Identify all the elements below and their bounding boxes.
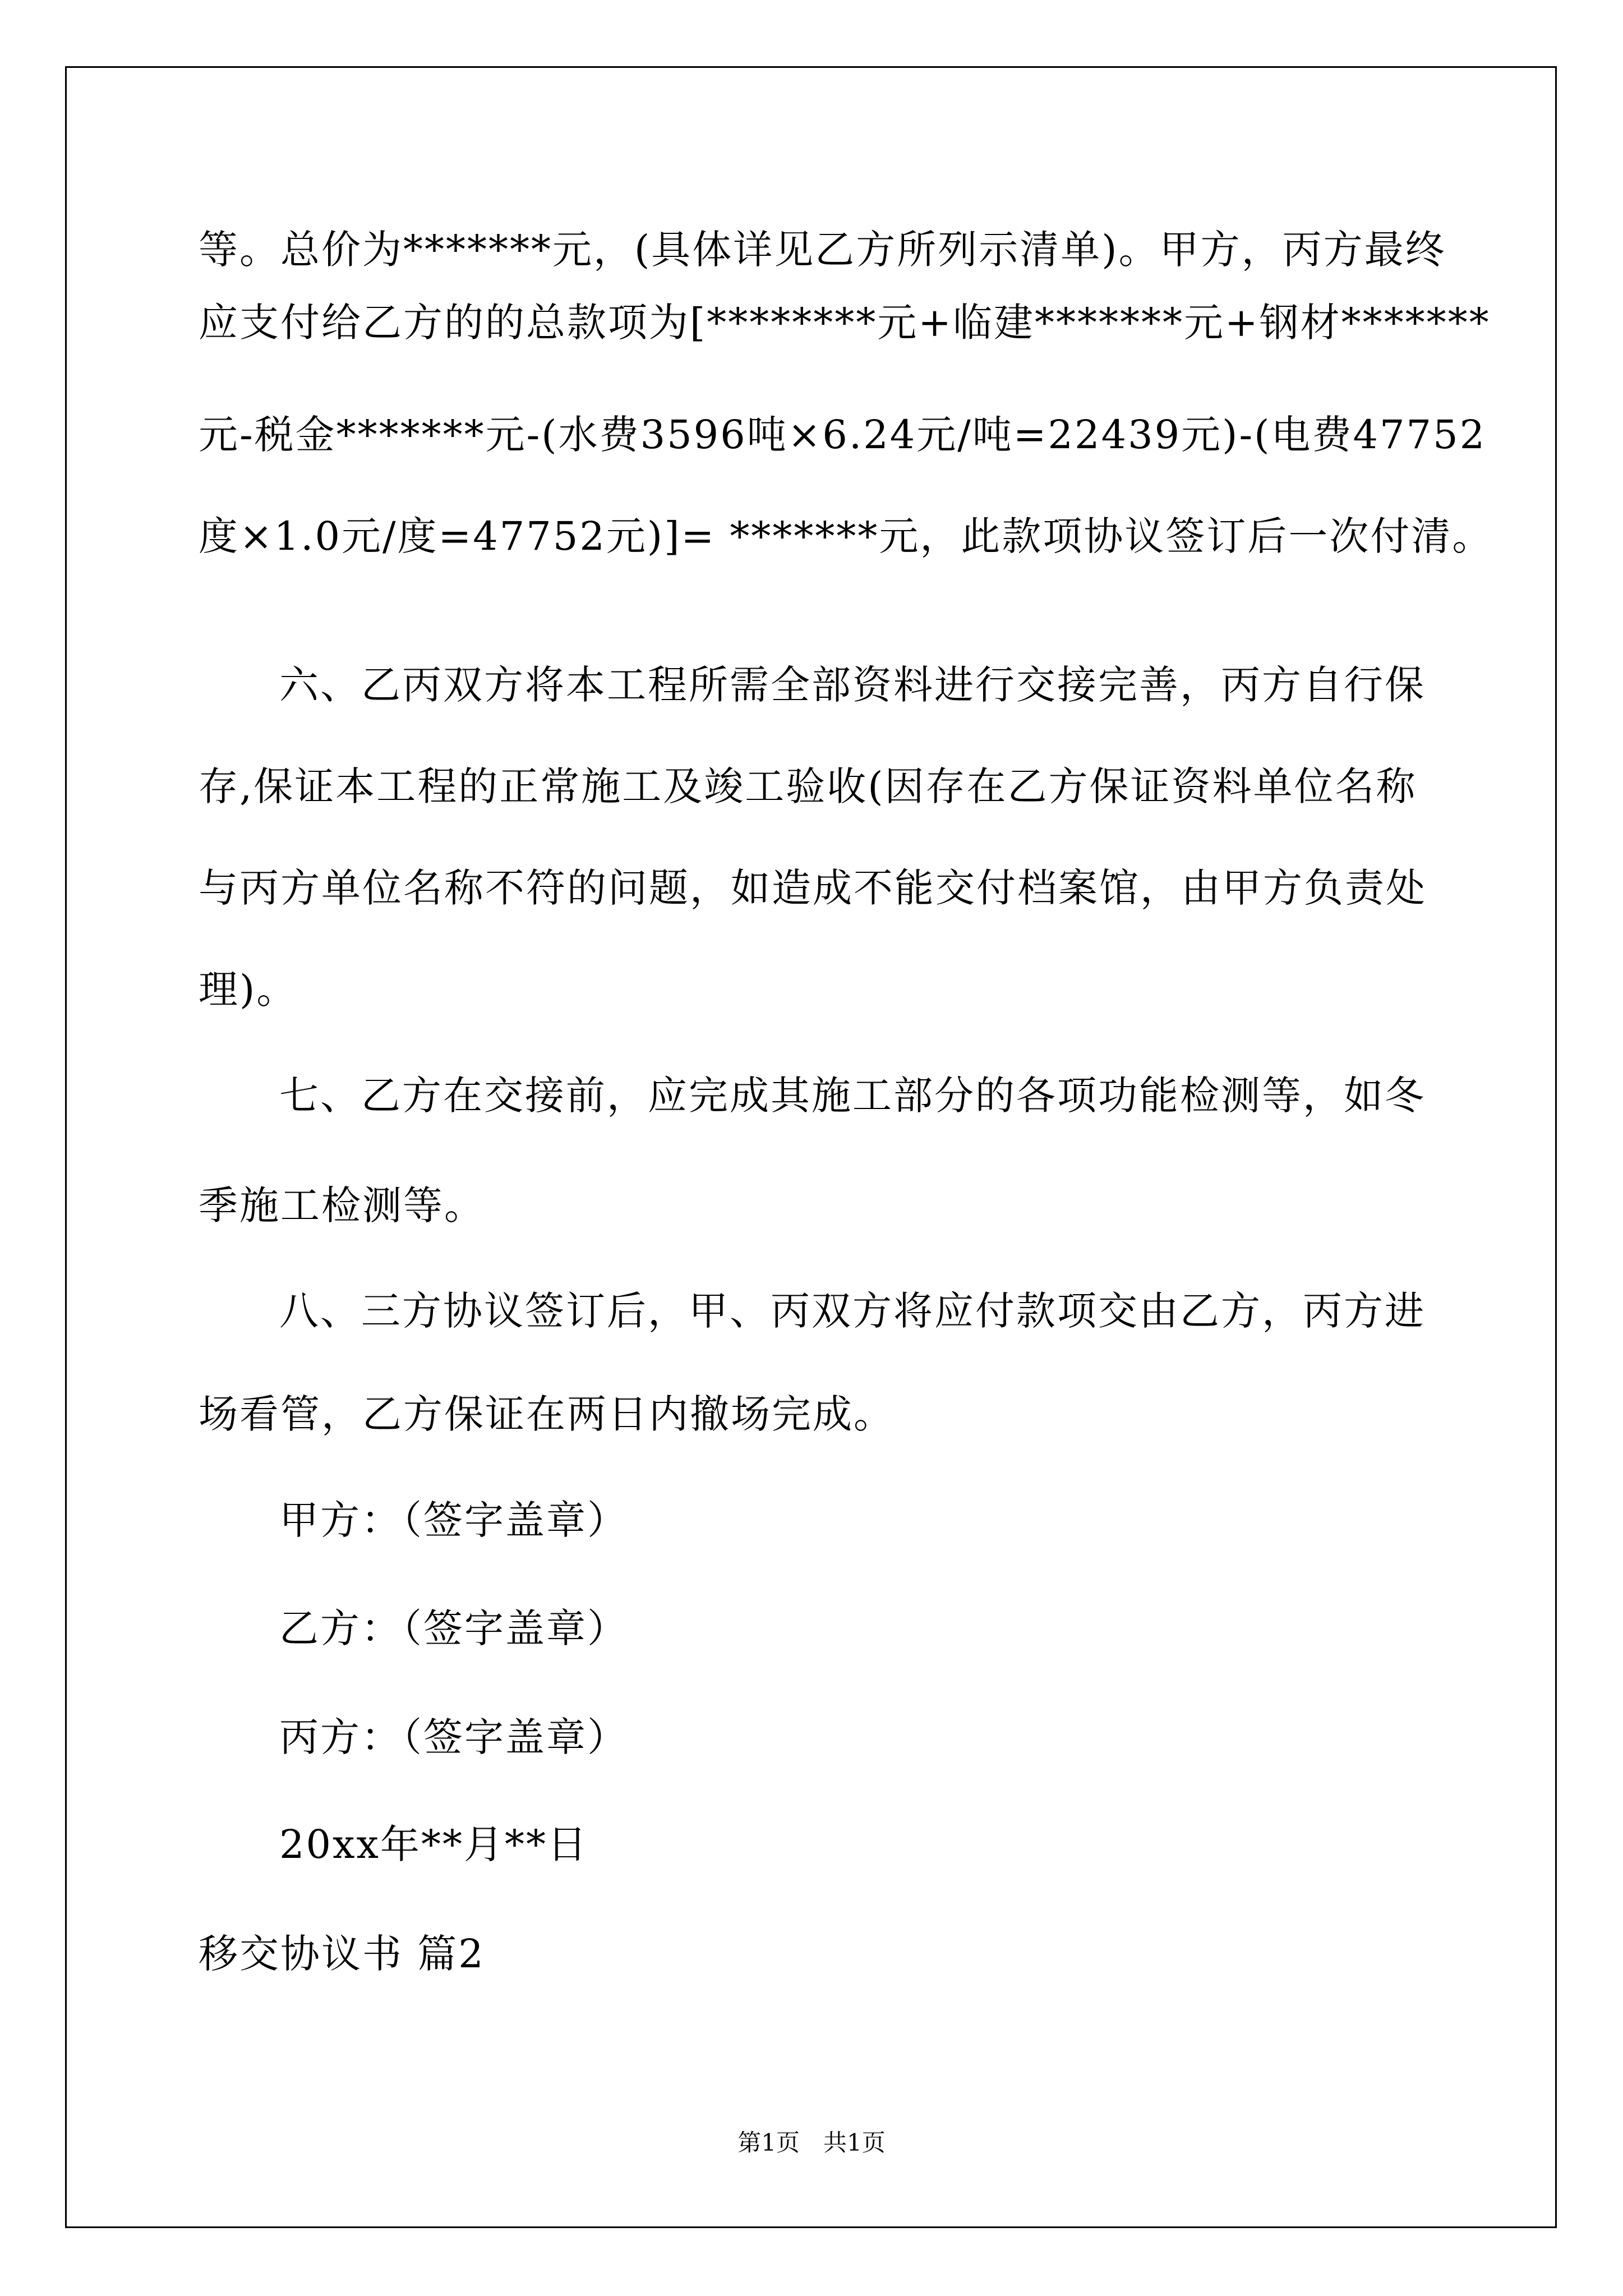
page-border xyxy=(65,66,1557,2228)
paragraph-5-line-1: 等。总价为*******元，(具体详见乙方所列示清单)。甲方，丙方最终 xyxy=(199,227,1446,273)
paragraph-8-line-1: 八、三方协议签订后，甲、丙双方将应付款项交由乙方，丙方进 xyxy=(279,1288,1426,1334)
signature-date: 20xx年**月**日 xyxy=(279,1821,589,1867)
signature-party-c: 丙方：（签字盖章） xyxy=(279,1714,628,1760)
paragraph-6-line-3: 与丙方单位名称不符的问题，如造成不能交付档案馆，由甲方负责处 xyxy=(199,865,1427,911)
section-title: 移交协议书 篇2 xyxy=(199,1931,485,1977)
paragraph-7-line-1: 七、乙方在交接前，应完成其施工部分的各项功能检测等，如冬 xyxy=(279,1073,1426,1119)
page-number-footer: 第1页 共1页 xyxy=(737,2129,886,2156)
paragraph-6-line-1: 六、乙丙双方将本工程所需全部资料进行交接完善，丙方自行保 xyxy=(279,662,1426,708)
paragraph-7-line-2: 季施工检测等。 xyxy=(199,1182,485,1228)
paragraph-6-line-4: 理)。 xyxy=(199,967,298,1013)
paragraph-6-line-2: 存,保证本工程的正常施工及竣工验收(因存在乙方保证资料单位名称 xyxy=(199,763,1417,809)
paragraph-5-line-4: 度×1.0元/度=47752元)]= *******元，此款项协议签订后一次付清。 xyxy=(199,513,1493,559)
paragraph-5-line-2: 应支付给乙方的的总款项为[********元+临建*******元+钢材******* xyxy=(199,300,1491,346)
paragraph-8-line-2: 场看管，乙方保证在两日内撤场完成。 xyxy=(199,1391,895,1437)
paragraph-5-line-3: 元-税金*******元-(水费3596吨×6.24元/吨=22439元)-(电费47752 xyxy=(199,412,1487,458)
signature-party-a: 甲方：（签字盖章） xyxy=(279,1497,628,1543)
signature-party-b: 乙方：（签字盖章） xyxy=(279,1605,628,1651)
